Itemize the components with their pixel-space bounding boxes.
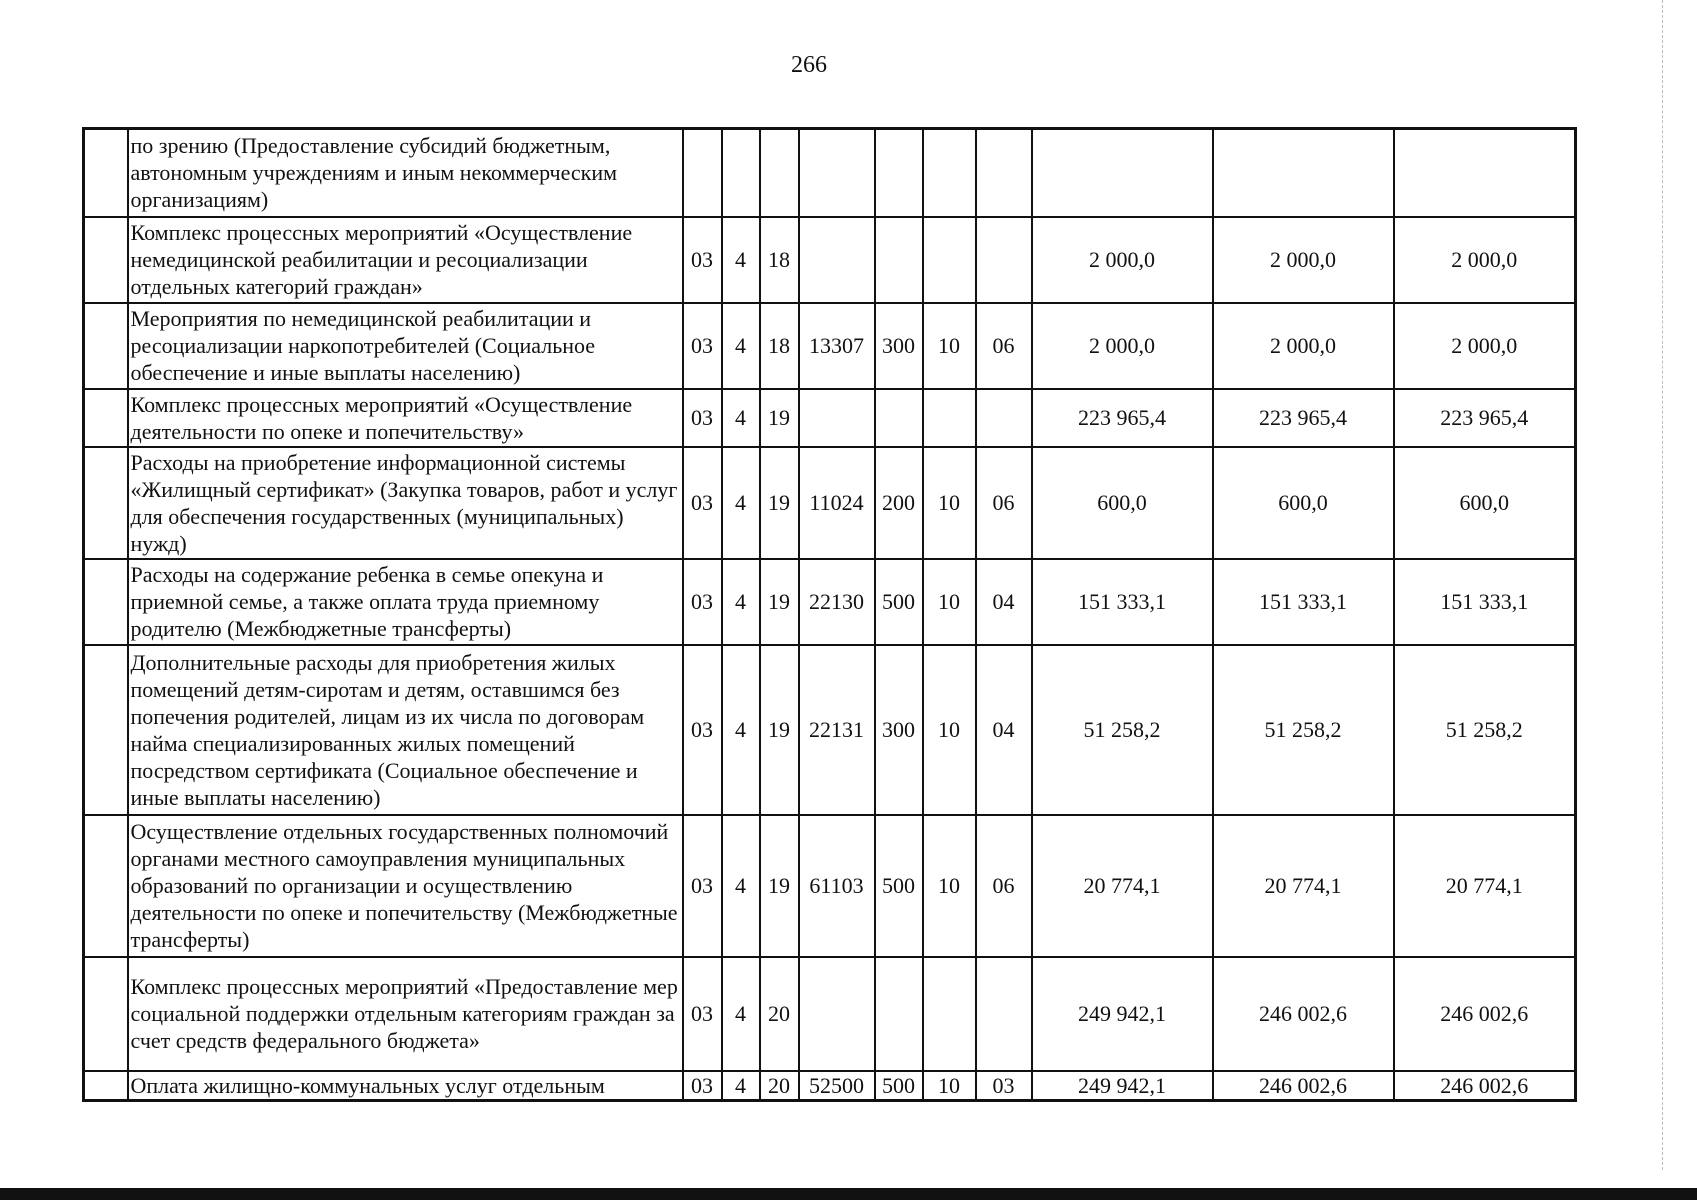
amount-cell: 2 000,0 <box>1394 303 1576 389</box>
amount-cell: 20 774,1 <box>1394 815 1576 957</box>
code-cell: 19 <box>760 815 799 957</box>
scan-bottom-border <box>0 1188 1697 1200</box>
code-cell: 20 <box>760 1071 799 1101</box>
table-row <box>84 645 1576 815</box>
amount-cell: 2 000,0 <box>1213 303 1394 389</box>
amount-cell: 2 000,0 <box>1032 217 1213 303</box>
code-cell: 10 <box>923 559 976 645</box>
amount-cell: 246 002,6 <box>1213 957 1394 1071</box>
code-cell <box>875 217 923 303</box>
description-cell: Комплекс процессных мероприятий «Предоставление мер социальной поддержки отдельным категориям граждан за счет средств федерального бюджета» <box>128 957 683 1071</box>
row-index-cell <box>84 957 128 1071</box>
code-cell <box>683 129 722 217</box>
amount-cell: 600,0 <box>1394 447 1576 559</box>
description-cell: Комплекс процессных мероприятий «Осуществление деятельности по опеке и попечительству» <box>128 389 683 447</box>
row-index-cell <box>84 389 128 447</box>
code-cell: 06 <box>976 815 1032 957</box>
code-cell <box>875 129 923 217</box>
table-row <box>84 957 1576 1071</box>
code-cell: 03 <box>683 389 722 447</box>
amount-cell: 20 774,1 <box>1213 815 1394 957</box>
code-cell: 4 <box>722 815 760 957</box>
code-cell: 10 <box>923 645 976 815</box>
amount-cell <box>1213 129 1394 217</box>
code-cell: 19 <box>760 447 799 559</box>
amount-cell: 246 002,6 <box>1394 957 1576 1071</box>
code-cell <box>976 389 1032 447</box>
code-cell: 10 <box>923 447 976 559</box>
code-cell: 10 <box>923 303 976 389</box>
code-cell <box>976 129 1032 217</box>
code-cell: 500 <box>875 815 923 957</box>
row-index-cell <box>84 129 128 217</box>
code-cell: 03 <box>683 559 722 645</box>
row-index-cell <box>84 559 128 645</box>
code-cell: 4 <box>722 217 760 303</box>
amount-cell: 151 333,1 <box>1213 559 1394 645</box>
code-cell <box>976 957 1032 1071</box>
code-cell <box>923 129 976 217</box>
code-cell: 500 <box>875 559 923 645</box>
code-cell: 10 <box>923 1071 976 1101</box>
code-cell: 03 <box>976 1071 1032 1101</box>
code-cell <box>799 957 875 1071</box>
amount-cell: 20 774,1 <box>1032 815 1213 957</box>
code-cell: 03 <box>683 957 722 1071</box>
code-cell: 04 <box>976 559 1032 645</box>
amount-cell: 223 965,4 <box>1213 389 1394 447</box>
table-row <box>84 389 1576 447</box>
code-cell: 4 <box>722 447 760 559</box>
amount-cell: 246 002,6 <box>1213 1071 1394 1101</box>
code-cell: 03 <box>683 303 722 389</box>
code-cell: 500 <box>875 1071 923 1101</box>
amount-cell <box>1394 129 1576 217</box>
code-cell: 20 <box>760 957 799 1071</box>
table-body <box>84 129 1576 1101</box>
row-index-cell <box>84 815 128 957</box>
description-cell: по зрению (Предоставление субсидий бюджетным, автономным учреждениям и иным некоммерческим организациям) <box>128 129 683 217</box>
row-index-cell <box>84 645 128 815</box>
code-cell: 4 <box>722 957 760 1071</box>
code-cell: 03 <box>683 1071 722 1101</box>
code-cell: 300 <box>875 645 923 815</box>
code-cell: 04 <box>976 645 1032 815</box>
code-cell: 03 <box>683 815 722 957</box>
row-index-cell <box>84 217 128 303</box>
amount-cell: 600,0 <box>1213 447 1394 559</box>
amount-cell: 223 965,4 <box>1394 389 1576 447</box>
amount-cell: 249 942,1 <box>1032 957 1213 1071</box>
row-index-cell <box>84 1071 128 1101</box>
code-cell: 52500 <box>799 1071 875 1101</box>
amount-cell: 600,0 <box>1032 447 1213 559</box>
description-cell: Дополнительные расходы для приобретения жилых помещений детям-сиротам и детям, оставшимся без попечения родителей, лицам из их числа по договорам найма специализированных жилых помещений посредством сертификата (Социальное обеспечение и иные выплаты населению) <box>128 645 683 815</box>
table-row <box>84 447 1576 559</box>
code-cell <box>923 389 976 447</box>
code-cell <box>799 129 875 217</box>
amount-cell: 246 002,6 <box>1394 1071 1576 1101</box>
code-cell: 4 <box>722 645 760 815</box>
code-cell: 61103 <box>799 815 875 957</box>
table-row <box>84 559 1576 645</box>
code-cell <box>976 217 1032 303</box>
code-cell: 200 <box>875 447 923 559</box>
code-cell: 18 <box>760 303 799 389</box>
description-cell: Расходы на приобретение информационной системы «Жилищный сертификат» (Закупка товаров, работ и услуг для обеспечения государственных (муниципальных) нужд) <box>128 447 683 559</box>
code-cell: 03 <box>683 645 722 815</box>
description-cell: Комплекс процессных мероприятий «Осуществление немедицинской реабилитации и ресоциализации отдельных категорий граждан» <box>128 217 683 303</box>
table-row <box>84 129 1576 217</box>
code-cell <box>875 957 923 1071</box>
page-number: 266 <box>791 52 827 78</box>
amount-cell: 2 000,0 <box>1213 217 1394 303</box>
code-cell: 19 <box>760 559 799 645</box>
code-cell <box>799 217 875 303</box>
description-cell: Оплата жилищно-коммунальных услуг отдельным <box>128 1071 683 1101</box>
amount-cell: 151 333,1 <box>1032 559 1213 645</box>
row-index-cell <box>84 303 128 389</box>
code-cell: 06 <box>976 447 1032 559</box>
code-cell: 4 <box>722 389 760 447</box>
code-cell <box>760 129 799 217</box>
code-cell: 11024 <box>799 447 875 559</box>
budget-table <box>82 127 1577 1102</box>
amount-cell: 51 258,2 <box>1032 645 1213 815</box>
amount-cell: 51 258,2 <box>1394 645 1576 815</box>
code-cell: 03 <box>683 217 722 303</box>
code-cell: 19 <box>760 389 799 447</box>
description-cell: Мероприятия по немедицинской реабилитации и ресоциализации наркопотребителей (Социальное обеспечение и иные выплаты населению) <box>128 303 683 389</box>
code-cell: 06 <box>976 303 1032 389</box>
code-cell: 300 <box>875 303 923 389</box>
code-cell: 22130 <box>799 559 875 645</box>
table-row <box>84 217 1576 303</box>
code-cell: 4 <box>722 559 760 645</box>
amount-cell: 223 965,4 <box>1032 389 1213 447</box>
code-cell <box>722 129 760 217</box>
scan-edge-line <box>1662 0 1664 1170</box>
code-cell <box>923 957 976 1071</box>
code-cell: 10 <box>923 815 976 957</box>
table-row <box>84 303 1576 389</box>
code-cell: 18 <box>760 217 799 303</box>
description-cell: Осуществление отдельных государственных полномочий органами местного самоуправления муниципальных образований по организации и осуществлению деятельности по опеке и попечительству (Межбюджетные трансферты) <box>128 815 683 957</box>
description-cell: Расходы на содержание ребенка в семье опекуна и приемной семье, а также оплата труда приемному родителю (Межбюджетные трансферты) <box>128 559 683 645</box>
amount-cell: 249 942,1 <box>1032 1071 1213 1101</box>
amount-cell <box>1032 129 1213 217</box>
code-cell: 4 <box>722 303 760 389</box>
table-row <box>84 815 1576 957</box>
table-row <box>84 1071 1576 1101</box>
code-cell <box>923 217 976 303</box>
code-cell <box>875 389 923 447</box>
row-index-cell <box>84 447 128 559</box>
amount-cell: 51 258,2 <box>1213 645 1394 815</box>
code-cell <box>799 389 875 447</box>
code-cell: 13307 <box>799 303 875 389</box>
code-cell: 4 <box>722 1071 760 1101</box>
amount-cell: 2 000,0 <box>1394 217 1576 303</box>
amount-cell: 151 333,1 <box>1394 559 1576 645</box>
code-cell: 03 <box>683 447 722 559</box>
code-cell: 22131 <box>799 645 875 815</box>
code-cell: 19 <box>760 645 799 815</box>
amount-cell: 2 000,0 <box>1032 303 1213 389</box>
